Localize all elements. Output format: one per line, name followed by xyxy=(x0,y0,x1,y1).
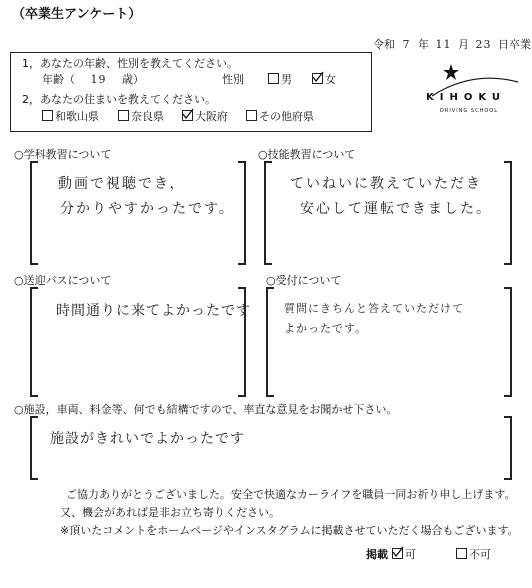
section-reception-label: ○受付について xyxy=(266,274,342,287)
section-facilities-label: ○施設，車両、料金等、何でも結構ですので、率直な意見をお聞かせ下さい。 xyxy=(14,403,398,416)
skills-comment-line1: ていねいに教えていただき xyxy=(290,176,482,192)
pref-osaka-checkbox[interactable] xyxy=(182,110,193,121)
age-value[interactable]: 19 xyxy=(90,73,107,86)
bracket-right xyxy=(238,161,246,265)
logo-name: KIHOKU xyxy=(426,92,507,103)
date-month-unit: 月 xyxy=(458,38,469,51)
bracket-left xyxy=(30,161,38,265)
question-residence: 2，あなたの住まいを教えてください。 xyxy=(22,93,216,106)
section-academic-label: ○学科教習について xyxy=(14,148,112,161)
publish-no-checkbox[interactable] xyxy=(456,548,467,559)
pref-nara-option[interactable] xyxy=(118,110,164,124)
pref-wakayama-label: 和歌山県 xyxy=(55,110,99,123)
check-mark-icon xyxy=(312,71,324,83)
bracket-right xyxy=(504,161,512,265)
pref-other-checkbox[interactable] xyxy=(246,110,257,121)
date-era: 令和 xyxy=(373,38,395,51)
date-year: 7 xyxy=(402,38,411,51)
facilities-comment-line1: 施設がきれいでよかったです xyxy=(50,431,245,447)
gender-male-option[interactable] xyxy=(268,73,292,87)
reception-comment-line2: よかったです。 xyxy=(284,322,368,335)
reception-comment-line1: 質問にきちんと答えていただけて xyxy=(284,302,464,315)
bus-comment-line1: 時間通りに来てよかったです xyxy=(56,303,251,319)
school-logo xyxy=(418,62,523,124)
bracket-left xyxy=(264,161,272,265)
footer-publish-notice: ※頂いたコメントをホームページやインスタグラムに掲載させていただく場合もございます。 xyxy=(60,524,519,537)
academic-comment-line1: 動画で視聴でき， xyxy=(58,176,186,192)
gender-female-checkbox[interactable] xyxy=(312,73,323,84)
gender-male-label: 男 xyxy=(281,73,292,86)
check-mark-icon xyxy=(182,108,194,120)
graduation-date xyxy=(373,38,531,52)
publish-yes-option[interactable] xyxy=(392,548,416,562)
pref-osaka-label: 大阪府 xyxy=(195,110,228,123)
publish-no-label: 不可 xyxy=(469,548,491,561)
gender-male-checkbox[interactable] xyxy=(268,73,279,84)
check-mark-icon xyxy=(392,546,404,558)
publish-yes-checkbox[interactable] xyxy=(392,548,403,559)
pref-wakayama-option[interactable] xyxy=(42,110,99,124)
pref-other-option[interactable] xyxy=(246,110,314,124)
publish-yes-label: 可 xyxy=(405,548,416,561)
pref-osaka-option[interactable] xyxy=(182,110,228,124)
date-month: 11 xyxy=(435,38,452,51)
bracket-right xyxy=(504,416,512,480)
section-bus-label: ○送迎バスについて xyxy=(14,274,112,287)
skills-comment-line2: 安心して運転できました。 xyxy=(300,201,492,217)
gender-label: 性別 xyxy=(222,73,244,86)
date-suffix: 日卒業 xyxy=(498,38,531,51)
gender-female-option[interactable] xyxy=(312,73,336,87)
pref-other-label: その他府県 xyxy=(259,110,314,123)
pref-nara-label: 奈良県 xyxy=(131,110,164,123)
bracket-left xyxy=(30,416,38,480)
age-label: 年齢（ xyxy=(42,73,75,86)
footer-visit-again: 又、機会があれば是非お立ち寄りください。 xyxy=(60,506,280,519)
publish-label: 掲載 xyxy=(366,548,388,561)
date-year-unit: 年 xyxy=(418,38,429,51)
bracket-right xyxy=(504,287,512,397)
section-skills-label: ○技能教習について xyxy=(258,148,356,161)
form-title: （卒業生アンケート） xyxy=(12,7,142,22)
gender-female-label: 女 xyxy=(325,73,336,86)
pref-wakayama-checkbox[interactable] xyxy=(42,110,53,121)
date-day: 23 xyxy=(475,38,492,51)
age-row xyxy=(42,73,144,87)
logo-subtitle: DRIVING SCHOOL xyxy=(440,108,498,114)
age-unit: 歳） xyxy=(122,73,144,86)
footer-thanks: ご協力ありがとうございました。安全で快適なカーライフを職員一同お祈り申し上げます。 xyxy=(66,488,516,501)
question-age-gender: 1，あなたの年齢、性別を教えてください。 xyxy=(22,57,238,70)
bracket-left xyxy=(30,287,38,397)
pref-nara-checkbox[interactable] xyxy=(118,110,129,121)
publish-no-option[interactable] xyxy=(456,548,491,562)
academic-comment-line2: 分かりやすかったです。 xyxy=(60,201,235,217)
bracket-left xyxy=(266,287,274,397)
